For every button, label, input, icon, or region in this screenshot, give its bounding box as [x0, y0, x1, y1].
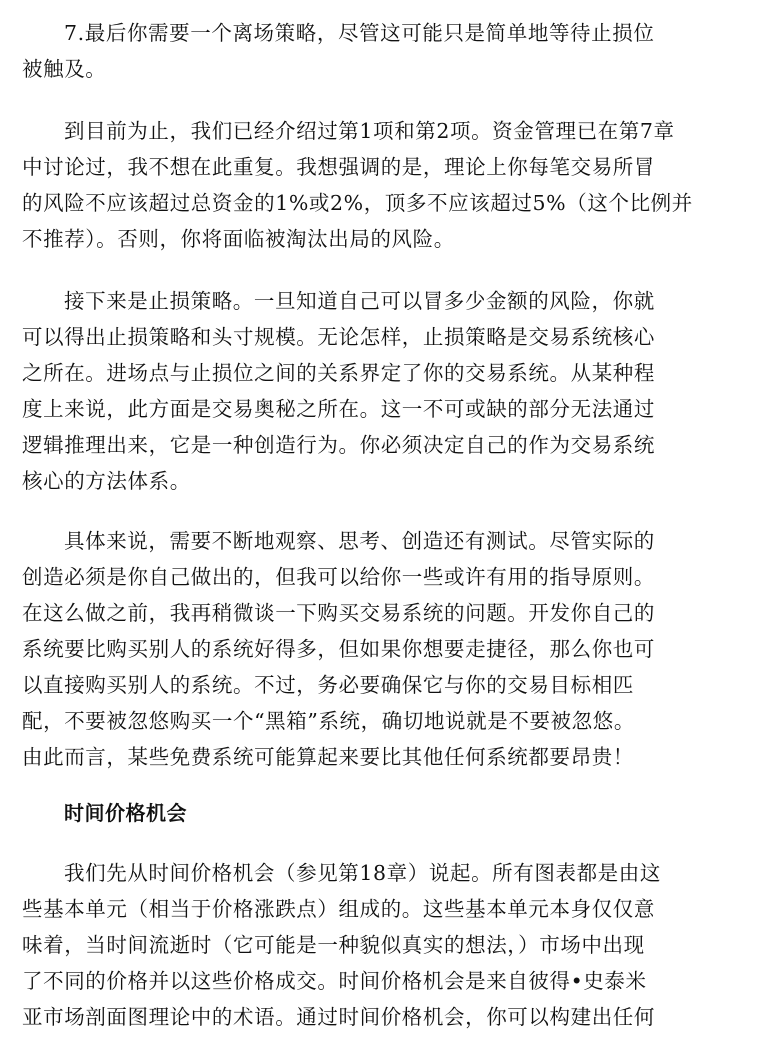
paragraph-2-line-1: 到目前为止，我们已经介绍过第1项和第2项。资金管理已在第7章 [64, 119, 675, 143]
paragraph-4-line-3: 在这么做之前，我再稍微谈一下购买交易系统的问题。开发你自己的 [22, 601, 655, 625]
paragraph-4-line-5: 以直接购买别人的系统。不过，务必要确保它与你的交易目标相匹 [22, 673, 634, 697]
paragraph-3-line-2: 可以得出止损策略和头寸规模。无论怎样，止损策略是交易系统核心 [22, 325, 655, 349]
section-paragraph-line-3: 味着，当时间流逝时（它可能是一种貌似真实的想法，）市场中出现 [22, 933, 645, 957]
paragraph-4-line-7: 由此而言，某些免费系统可能算起来要比其他任何系统都要昂贵！ [22, 745, 634, 769]
paragraph-3-line-3: 之所在。进场点与止损位之间的关系界定了你的交易系统。从某种程 [22, 361, 655, 385]
paragraph-3-line-1: 接下来是止损策略。一旦知道自己可以冒多少金额的风险，你就 [64, 289, 655, 313]
section-paragraph-line-5: 亚市场剖面图理论中的术语。通过时间价格机会，你可以构建出任何 [22, 1005, 655, 1029]
paragraph-2-line-2: 中讨论过，我不想在此重复。我想强调的是，理论上你每笔交易所冒 [22, 155, 655, 179]
paragraph-3-line-5: 逻辑推理出来，它是一种创造行为。你必须决定自己的作为交易系统 [22, 433, 655, 457]
paragraph-3-line-6: 核心的方法体系。 [22, 469, 191, 493]
section-heading: 时间价格机会 [64, 801, 187, 825]
section-paragraph-line-2: 些基本单元（相当于价格涨跌点）组成的。这些基本单元本身仅仅意 [22, 897, 655, 921]
paragraph-2-line-3: 的风险不应该超过总资金的1%或2%，顶多不应该超过5%（这个比例并 [22, 191, 693, 215]
paragraph-2-line-4: 不推荐）。否则，你将面临被淘汰出局的风险。 [22, 227, 455, 251]
paragraph-4-line-2: 创造必须是你自己做出的，但我可以给你一些或许有用的指导原则。 [22, 565, 655, 589]
paragraph-4-line-1: 具体来说，需要不断地观察、思考、创造还有测试。尽管实际的 [64, 529, 655, 553]
section-paragraph-line-4: 了不同的价格并以这些价格成交。时间价格机会是来自彼得•史泰米 [22, 969, 647, 993]
paragraph-1-line-2: 被触及。 [22, 57, 107, 81]
paragraph-4-line-4: 系统要比购买别人的系统好得多，但如果你想要走捷径，那么你也可 [22, 637, 655, 661]
paragraph-1-line-1: 7.最后你需要一个离场策略，尽管这可能只是简单地等待止损位 [64, 21, 655, 45]
section-paragraph-line-1: 我们先从时间价格机会（参见第18章）说起。所有图表都是由这 [64, 861, 661, 885]
paragraph-3-line-4: 度上来说，此方面是交易奥秘之所在。这一不可或缺的部分无法通过 [22, 397, 655, 421]
paragraph-4-line-6: 配，不要被忽悠购买一个“黑箱”系统，确切地说就是不要被忽悠。 [22, 709, 635, 733]
